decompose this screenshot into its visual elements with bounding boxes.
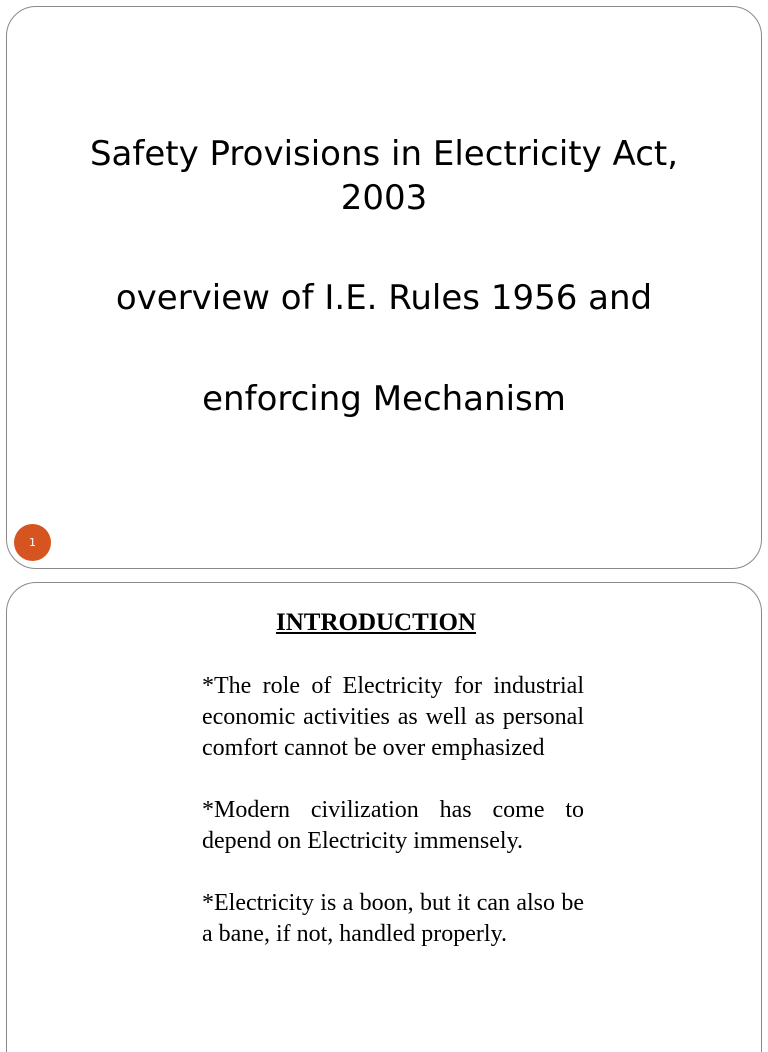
slide-title-line-2: 2003	[340, 178, 428, 218]
page-number-badge: 1	[14, 524, 51, 561]
slide-title-line-4: enforcing Mechanism	[202, 379, 566, 419]
introduction-body	[202, 671, 584, 981]
slide-2	[6, 582, 762, 1052]
slide-title-line-1: Safety Provisions in Electricity Act,	[89, 134, 679, 174]
introduction-heading: INTRODUCTION	[275, 609, 477, 636]
slide-1	[6, 6, 762, 569]
intro-paragraph-3: *Electricity is a boon, but it can also be a bane, if not, handled properly.	[202, 890, 584, 947]
intro-paragraph-1: *The role of Electricity for industrial economic activities as well as personal comfort cannot be over emphasized	[202, 673, 584, 761]
intro-paragraph-2: *Modern civilization has come to depend on Electricity immensely.	[202, 797, 584, 854]
slide-title-line-3: overview of I.E. Rules 1956 and	[115, 278, 653, 318]
